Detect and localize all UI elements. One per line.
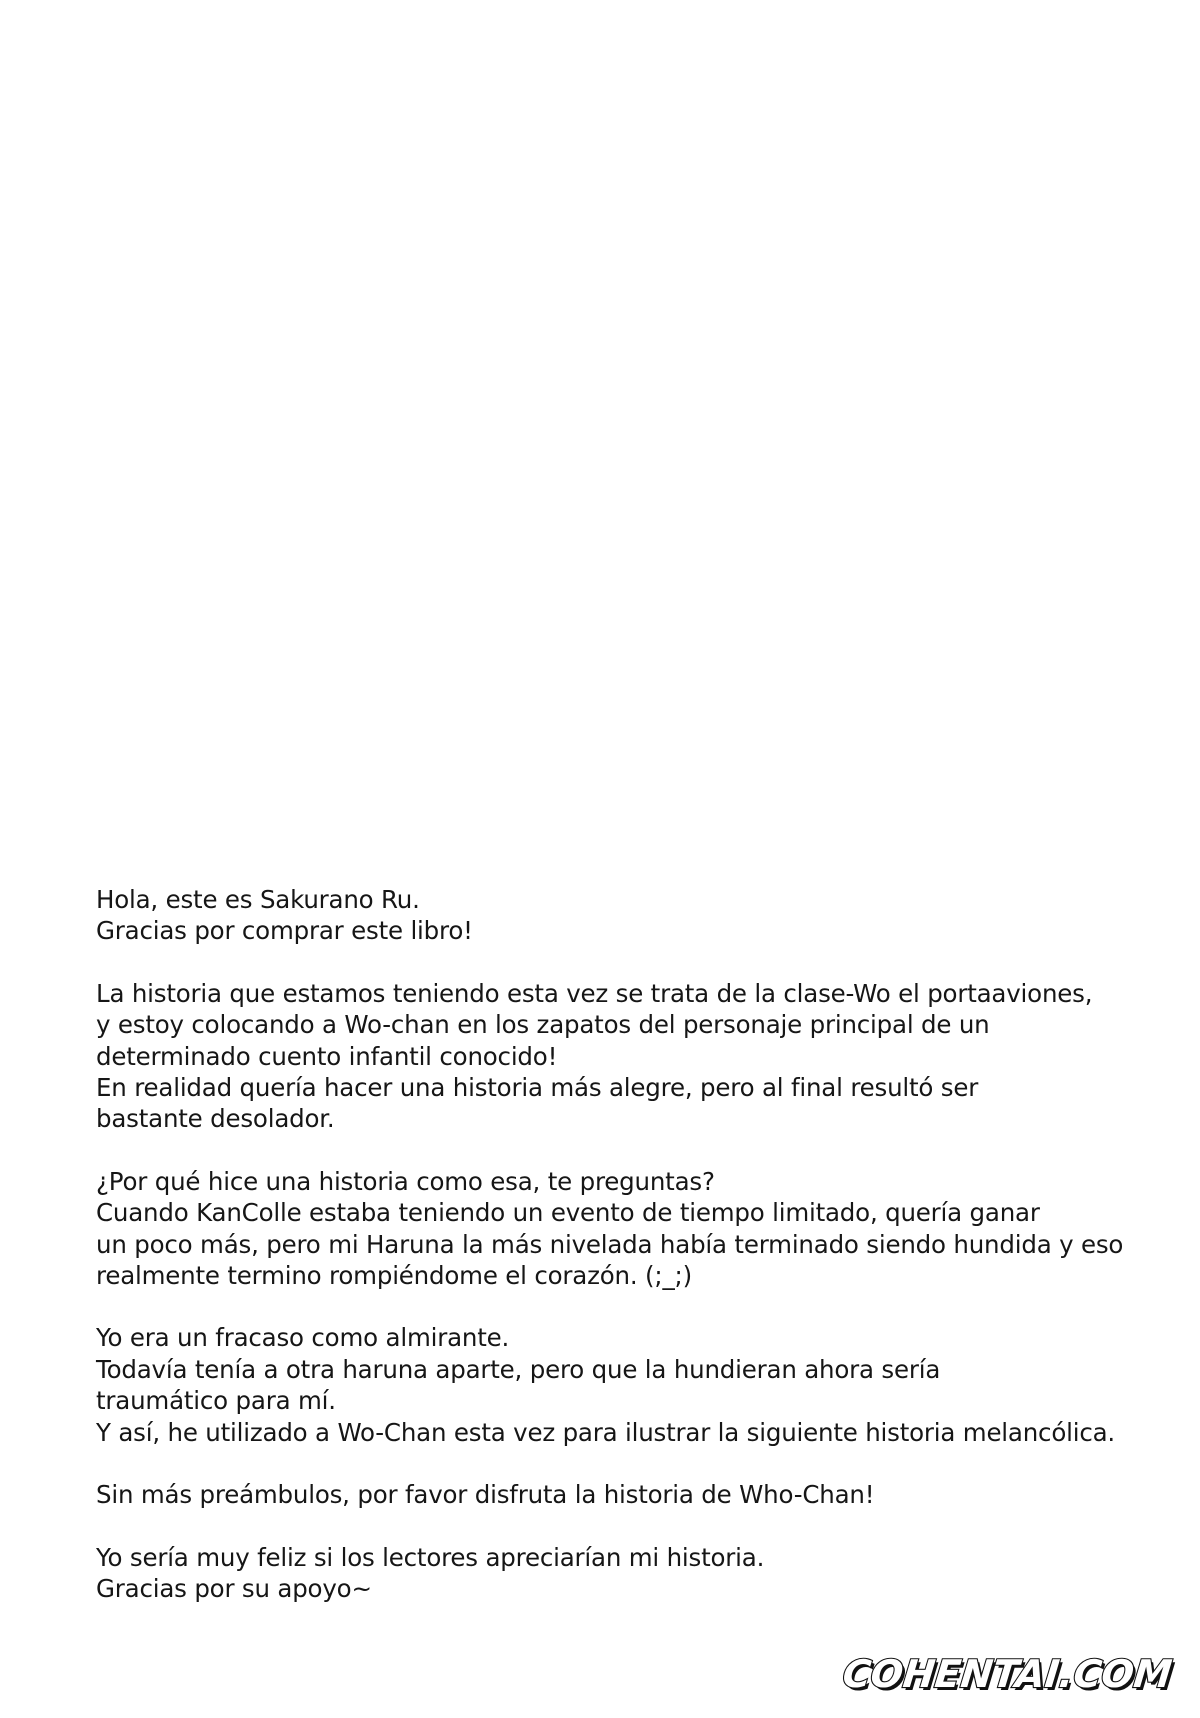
text-line: Hola, este es Sakurano Ru. xyxy=(96,885,420,914)
text-line: Yo era un fracaso como almirante. xyxy=(96,1323,510,1353)
text-line: Y así, he utilizado a Wo-Chan esta vez para ilustrar la siguiente historia melancólica. xyxy=(96,1417,1116,1447)
text-line: determinado cuento infantil conocido! xyxy=(96,1041,558,1071)
text-line: bastante desolador. xyxy=(96,1104,335,1134)
text-line: Cuando KanColle estaba teniendo un evento de tiempo limitado, quería ganar xyxy=(96,1198,1040,1228)
text-line: traumático para mí. xyxy=(96,1386,336,1416)
text-line: Gracias por su apoyo~ xyxy=(96,1573,372,1603)
paragraph-enjoy xyxy=(96,1479,1126,1510)
paragraph-reason xyxy=(96,1166,1126,1292)
paragraph-story-intro xyxy=(96,978,1126,1135)
text-line: Todavía tenía a otra haruna aparte, pero que la hundieran ahora sería xyxy=(96,1354,941,1384)
paragraph-admiral xyxy=(96,1322,1126,1448)
text-line: ¿Por qué hice una historia como esa, te preguntas? xyxy=(96,1166,715,1196)
paragraph-thanks xyxy=(96,1542,1126,1605)
watermark-text: COHENTAI.COM xyxy=(840,1652,1175,1696)
text-line: realmente termino rompiéndome el corazón. (;_;) xyxy=(96,1261,692,1291)
text-line: Sin más preámbulos, por favor disfruta la historia de Who-Chan! xyxy=(96,1480,875,1510)
afterword-text-block xyxy=(96,884,1126,1635)
text-line: y estoy colocando a Wo-chan en los zapatos del personaje principal de un xyxy=(96,1010,990,1040)
text-line: La historia que estamos teniendo esta vez se trata de la clase-Wo el portaaviones, xyxy=(96,978,1093,1008)
paragraph-greeting xyxy=(96,884,1126,947)
text-line: Yo sería muy feliz si los lectores apreciarían mi historia. xyxy=(96,1542,765,1572)
watermark-logo xyxy=(840,1650,1175,1698)
text-line: un poco más, pero mi Haruna la más nivelada había terminado siendo hundida y eso xyxy=(96,1229,1124,1259)
text-line: En realidad quería hacer una historia más alegre, pero al final resultó ser xyxy=(96,1073,979,1103)
text-line: Gracias por comprar este libro! xyxy=(96,916,473,946)
